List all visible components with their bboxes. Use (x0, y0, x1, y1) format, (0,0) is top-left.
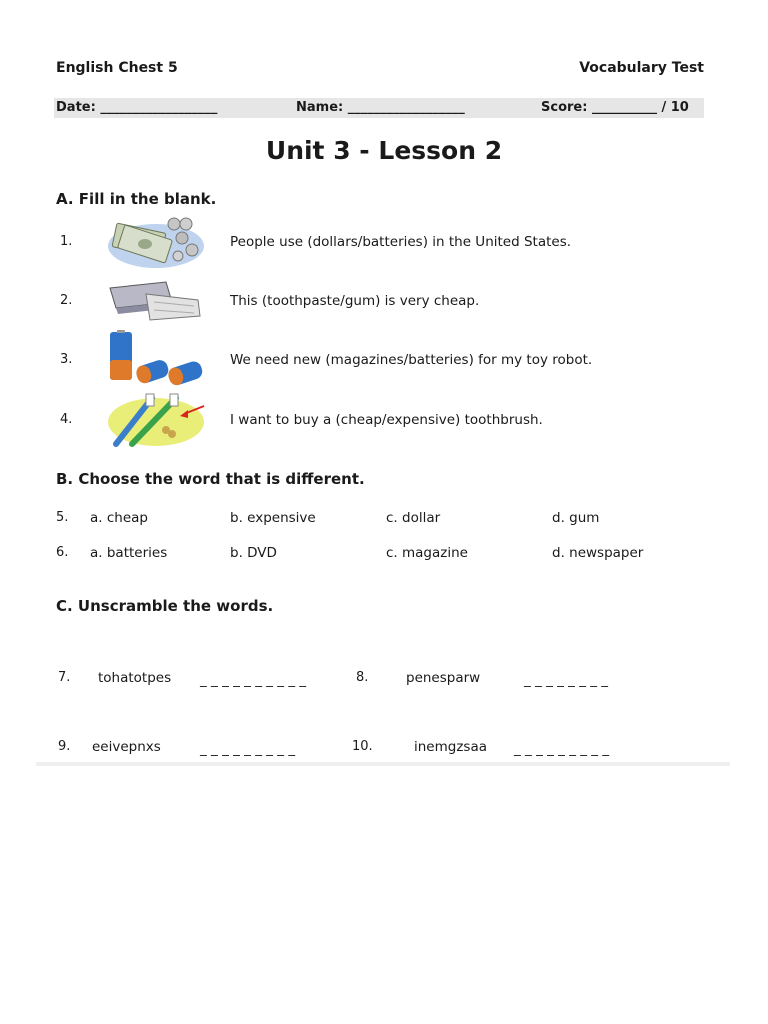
page-bottom-edge (36, 762, 730, 766)
item-1-number: 1. (60, 234, 73, 249)
course-title: English Chest 5 (56, 60, 178, 76)
item-10-blank[interactable]: _ _ _ _ _ _ _ _ _ (514, 741, 610, 757)
item-2-number: 2. (60, 293, 73, 308)
date-field: Date: __________________ (56, 100, 218, 115)
item-5-option-d: d. gum (552, 510, 600, 526)
toothbrush-icon (106, 392, 206, 448)
item-3-number: 3. (60, 352, 73, 367)
section-b-heading: B. Choose the word that is different. (56, 470, 365, 488)
test-title: Vocabulary Test (579, 60, 704, 76)
item-5-number: 5. (56, 510, 69, 525)
item-8-blank[interactable]: _ _ _ _ _ _ _ _ (524, 672, 609, 688)
item-4-text: I want to buy a (cheap/expensive) toothbrush. (230, 412, 543, 428)
item-9-number: 9. (58, 739, 71, 754)
item-2-text: This (toothpaste/gum) is very cheap. (230, 293, 480, 309)
item-4-number: 4. (60, 412, 73, 427)
item-1-text: People use (dollars/batteries) in the United States. (230, 234, 572, 250)
item-6-option-d: d. newspaper (552, 545, 644, 561)
item-6-option-a: a. batteries (90, 545, 168, 561)
score-field: Score: __________ / 10 (541, 100, 689, 115)
gum-icon (106, 280, 202, 324)
item-3-text: We need new (magazines/batteries) for my toy robot. (230, 352, 593, 368)
item-6-number: 6. (56, 545, 69, 560)
item-7-number: 7. (58, 670, 71, 685)
item-10-word: inemgzsaa (414, 739, 487, 755)
section-c-heading: C. Unscramble the words. (56, 597, 274, 615)
money-icon (104, 214, 204, 270)
item-9-blank[interactable]: _ _ _ _ _ _ _ _ _ (200, 741, 296, 757)
item-7-word: tohatotpes (98, 670, 172, 686)
batteries-icon (106, 330, 206, 390)
item-6-option-b: b. DVD (230, 545, 277, 561)
page-title: Unit 3 - Lesson 2 (265, 136, 503, 165)
item-5-option-a: a. cheap (90, 510, 148, 526)
item-8-number: 8. (356, 670, 369, 685)
item-5-option-b: b. expensive (230, 510, 316, 526)
item-10-number: 10. (352, 739, 373, 754)
item-6-option-c: c. magazine (386, 545, 468, 561)
item-5-option-c: c. dollar (386, 510, 441, 526)
item-7-blank[interactable]: _ _ _ _ _ _ _ _ _ _ (200, 672, 307, 688)
item-8-word: penesparw (406, 670, 481, 686)
name-field: Name: __________________ (296, 100, 465, 115)
section-a-heading: A. Fill in the blank. (56, 190, 217, 208)
item-9-word: eeivepnxs (92, 739, 161, 755)
